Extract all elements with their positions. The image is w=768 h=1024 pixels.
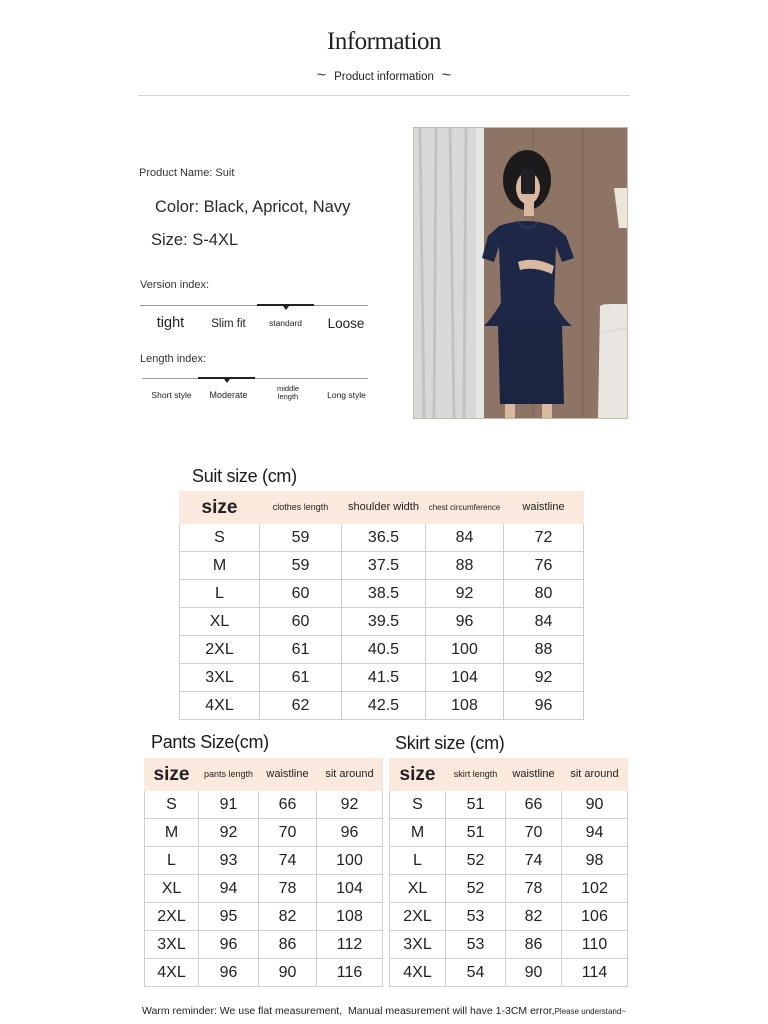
table-cell: 92 (504, 664, 584, 692)
table-row (390, 931, 628, 959)
version-option-slim-fit: Slim fit (211, 318, 246, 330)
table-cell: 88 (426, 552, 504, 580)
size-label-cell: XL (390, 875, 446, 903)
table-cell: 100 (317, 847, 383, 875)
table-cell: 96 (199, 931, 259, 959)
table-cell: 78 (259, 875, 317, 903)
table-cell: 90 (506, 959, 562, 987)
length-option-short: Short style (151, 390, 192, 400)
reminder-part-1: Warm reminder: We use flat measurement, (142, 1005, 343, 1017)
table-cell: 53 (446, 931, 506, 959)
table-header-cell: waistline (504, 492, 584, 524)
page-title: Information (327, 28, 441, 55)
table-cell: 82 (259, 903, 317, 931)
size-label-cell: 2XL (145, 903, 199, 931)
table-cell: 112 (317, 931, 383, 959)
size-label-cell: S (145, 791, 199, 819)
product-size-range: Size: S-4XL (151, 231, 239, 249)
size-label-cell: M (180, 552, 260, 580)
table-cell: 59 (260, 524, 342, 552)
table-cell: 106 (562, 903, 628, 931)
table-cell: 94 (562, 819, 628, 847)
table-cell: 42.5 (342, 692, 426, 720)
table-row (180, 552, 584, 580)
table-row (145, 791, 383, 819)
table-cell: 54 (446, 959, 506, 987)
table-cell: 60 (260, 608, 342, 636)
product-name: Product Name: Suit (139, 167, 235, 179)
product-color: Color: Black, Apricot, Navy (155, 198, 351, 216)
table-row (180, 608, 584, 636)
table-row (145, 847, 383, 875)
length-option-moderate: Moderate (209, 390, 248, 400)
reminder-part-2: Manual measurement will have 1-3CM error, (348, 1005, 555, 1017)
size-label-cell: M (390, 819, 446, 847)
length-option-middle: middle length (276, 384, 300, 402)
size-label-cell: XL (145, 875, 199, 903)
size-label-cell: XL (180, 608, 260, 636)
table-row (180, 636, 584, 664)
skirt-table-caption: Skirt size (cm) (395, 733, 505, 753)
version-index-pointer-icon (283, 306, 289, 310)
product-photo-illustration (414, 128, 627, 418)
table-cell: 40.5 (342, 636, 426, 664)
length-index-line (142, 378, 368, 379)
tilde-ornament-right: ~ (441, 67, 452, 84)
size-label-cell: 4XL (180, 692, 260, 720)
table-header-cell: sit around (562, 759, 628, 791)
size-label-cell: 4XL (145, 959, 199, 987)
table-cell: 94 (199, 875, 259, 903)
table-header-cell: size (180, 492, 260, 524)
table-row (145, 931, 383, 959)
table-row (145, 903, 383, 931)
table-cell: 66 (506, 791, 562, 819)
table-row (390, 959, 628, 987)
table-header-row (180, 492, 584, 524)
table-header-cell: waistline (259, 759, 317, 791)
table-cell: 70 (506, 819, 562, 847)
length-index-pointer-icon (224, 379, 230, 383)
table-cell: 53 (446, 903, 506, 931)
table-header-cell: pants length (199, 759, 259, 791)
table-cell: 95 (199, 903, 259, 931)
size-label-cell: L (180, 580, 260, 608)
table-cell: 102 (562, 875, 628, 903)
version-option-tight: tight (156, 315, 185, 331)
table-row (145, 959, 383, 987)
table-row (145, 819, 383, 847)
table-cell: 61 (260, 664, 342, 692)
table-cell: 86 (506, 931, 562, 959)
table-cell: 104 (426, 664, 504, 692)
subtitle-text: Product information (334, 71, 434, 83)
table-cell: 96 (317, 819, 383, 847)
table-cell: 96 (504, 692, 584, 720)
table-header-cell: clothes length (260, 492, 342, 524)
table-cell: 80 (504, 580, 584, 608)
size-label-cell: 3XL (390, 931, 446, 959)
table-cell: 96 (426, 608, 504, 636)
table-cell: 114 (562, 959, 628, 987)
table-row (180, 664, 584, 692)
table-cell: 82 (506, 903, 562, 931)
version-index-title: Version index: (140, 279, 210, 291)
table-cell: 52 (446, 847, 506, 875)
size-label-cell: 3XL (180, 664, 260, 692)
table-cell: 59 (260, 552, 342, 580)
table-header-cell: shoulder width (342, 492, 426, 524)
table-cell: 88 (504, 636, 584, 664)
pants-table-caption: Pants Size(cm) (151, 732, 269, 752)
product-photo (413, 127, 628, 419)
table-header-cell: size (390, 759, 446, 791)
table-cell: 39.5 (342, 608, 426, 636)
size-label-cell: S (180, 524, 260, 552)
table-cell: 38.5 (342, 580, 426, 608)
table-cell: 78 (506, 875, 562, 903)
table-cell: 104 (317, 875, 383, 903)
version-option-standard: standard (268, 318, 303, 328)
table-cell: 84 (426, 524, 504, 552)
table-cell: 116 (317, 959, 383, 987)
table-header-cell: skirt length (446, 759, 506, 791)
table-header-cell: chest circumference (426, 492, 504, 524)
table-header-row (390, 759, 628, 791)
table-cell: 51 (446, 819, 506, 847)
table-row (180, 524, 584, 552)
table-header-cell: waistline (506, 759, 562, 791)
table-cell: 86 (259, 931, 317, 959)
table-cell: 100 (426, 636, 504, 664)
version-index-line (140, 305, 368, 306)
table-row (390, 903, 628, 931)
size-label-cell: 2XL (180, 636, 260, 664)
table-row (390, 819, 628, 847)
table-cell: 96 (199, 959, 259, 987)
table-row (180, 580, 584, 608)
reminder-part-3: Please understand~ (554, 1007, 626, 1016)
table-cell: 41.5 (342, 664, 426, 692)
table-cell: 74 (259, 847, 317, 875)
length-option-long: Long style (327, 390, 366, 400)
size-label-cell: S (390, 791, 446, 819)
table-cell: 92 (199, 819, 259, 847)
size-label-cell: 2XL (390, 903, 446, 931)
table-row (180, 692, 584, 720)
table-cell: 90 (562, 791, 628, 819)
table-row (390, 791, 628, 819)
length-index-title: Length index: (140, 353, 207, 365)
table-cell: 91 (199, 791, 259, 819)
table-cell: 70 (259, 819, 317, 847)
warm-reminder (0, 1005, 768, 1017)
tilde-ornament-left: ~ (316, 67, 327, 84)
header-divider (138, 95, 630, 96)
table-cell: 76 (504, 552, 584, 580)
table-header-row (145, 759, 383, 791)
table-cell: 61 (260, 636, 342, 664)
table-cell: 90 (259, 959, 317, 987)
size-label-cell: L (145, 847, 199, 875)
table-cell: 98 (562, 847, 628, 875)
version-option-loose: Loose (327, 316, 365, 331)
size-label-cell: 4XL (390, 959, 446, 987)
table-cell: 36.5 (342, 524, 426, 552)
table-header-cell: sit around (317, 759, 383, 791)
table-cell: 84 (504, 608, 584, 636)
suit-table-caption: Suit size (cm) (192, 466, 297, 486)
pants-size-table (144, 758, 383, 987)
table-cell: 110 (562, 931, 628, 959)
page-subtitle (0, 67, 768, 85)
size-label-cell: 3XL (145, 931, 199, 959)
table-cell: 72 (504, 524, 584, 552)
table-row (390, 875, 628, 903)
table-row (145, 875, 383, 903)
table-cell: 108 (317, 903, 383, 931)
table-cell: 92 (317, 791, 383, 819)
skirt-size-table (389, 758, 628, 987)
table-cell: 37.5 (342, 552, 426, 580)
size-label-cell: L (390, 847, 446, 875)
table-cell: 66 (259, 791, 317, 819)
table-cell: 51 (446, 791, 506, 819)
table-cell: 62 (260, 692, 342, 720)
table-row (390, 847, 628, 875)
table-cell: 52 (446, 875, 506, 903)
size-label-cell: M (145, 819, 199, 847)
table-cell: 92 (426, 580, 504, 608)
table-cell: 108 (426, 692, 504, 720)
table-header-cell: size (145, 759, 199, 791)
suit-size-table (179, 491, 584, 720)
table-cell: 60 (260, 580, 342, 608)
table-cell: 93 (199, 847, 259, 875)
table-cell: 74 (506, 847, 562, 875)
